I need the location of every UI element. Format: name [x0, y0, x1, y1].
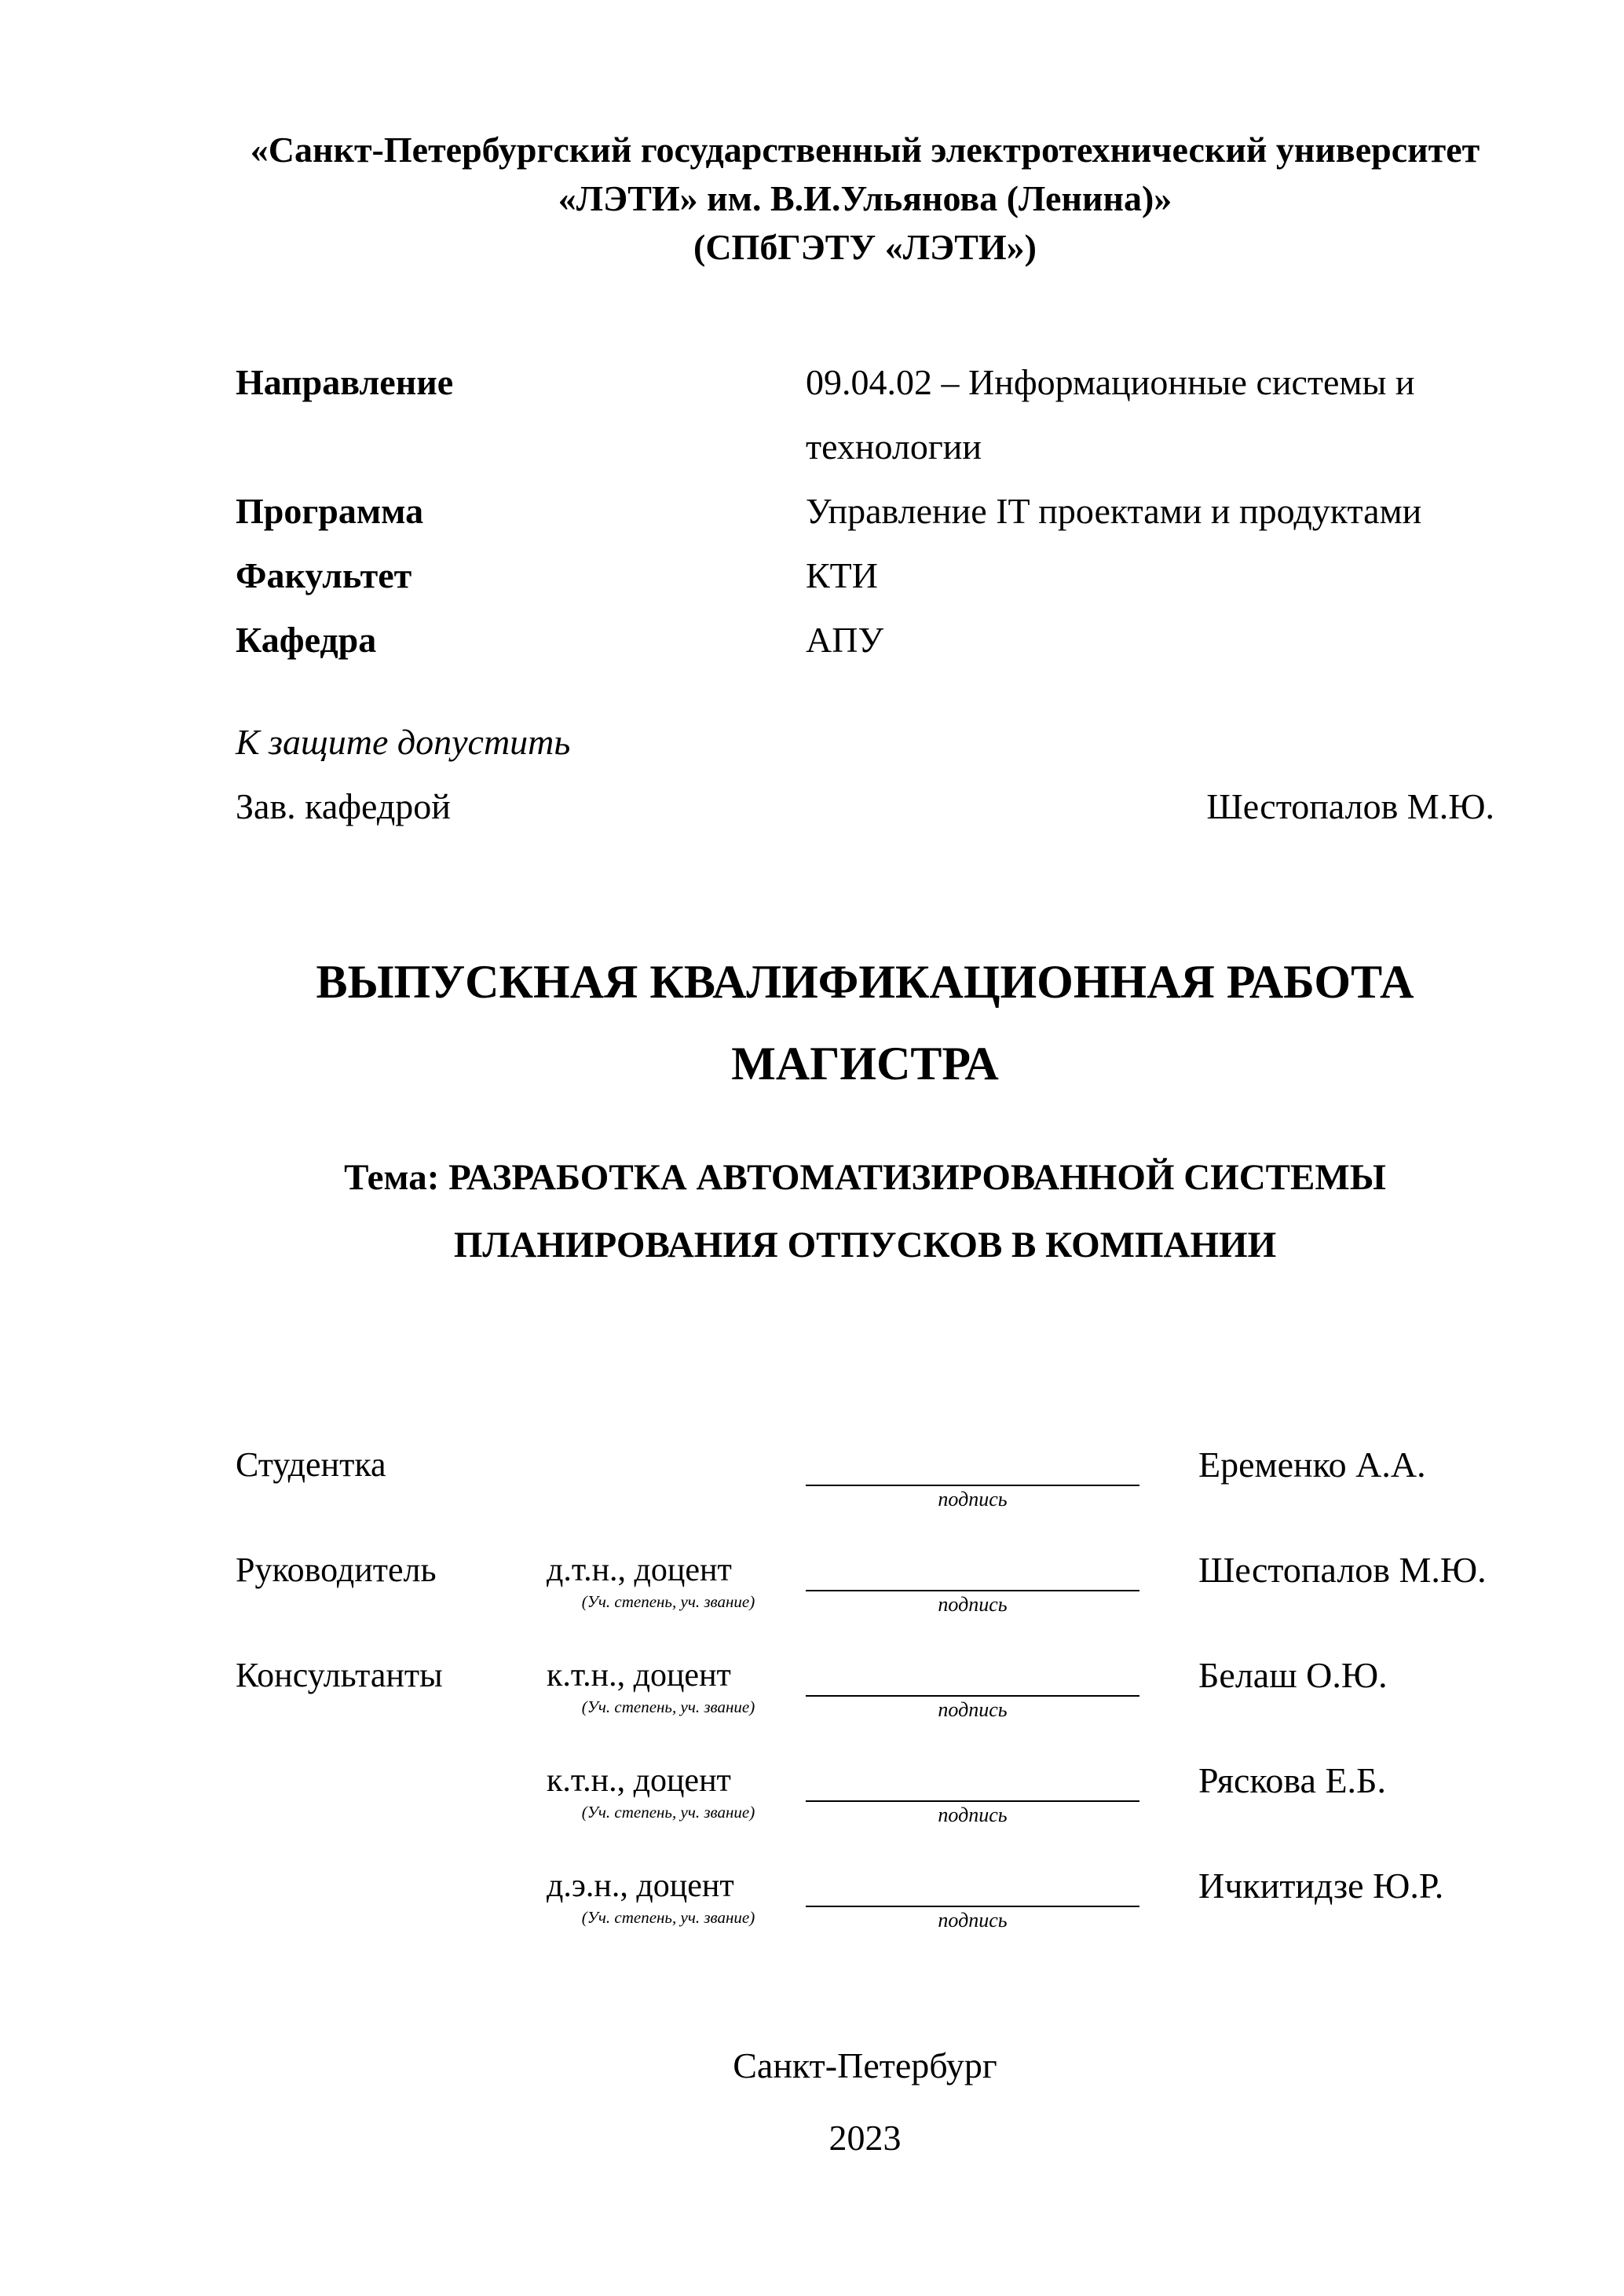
university-header	[236, 126, 1494, 272]
signature-row-consultant-1	[236, 1654, 1494, 1725]
signature-degree: к.т.н., доцент	[547, 1763, 731, 1799]
signature-row-consultant-2	[236, 1760, 1494, 1830]
signature-line	[806, 1549, 1139, 1591]
signature-degree-caption: (Уч. степень, уч. звание)	[581, 1697, 755, 1716]
info-row-faculty	[236, 544, 1494, 608]
signature-degree-cell	[547, 1654, 806, 1717]
signature-name: Ичкитидзе Ю.Р.	[1198, 1866, 1444, 1906]
info-value-faculty: КТИ	[806, 555, 878, 595]
dept-head-label: Зав. кафедрой	[236, 786, 451, 826]
signature-line-cell	[806, 1865, 1139, 1934]
thesis-theme-line-1	[236, 1144, 1494, 1211]
signature-row-consultant-3	[236, 1865, 1494, 1935]
signature-degree-cell	[547, 1549, 806, 1612]
thesis-main-title-line-2: МАГИСТРА	[731, 1038, 999, 1089]
footer-block	[236, 2030, 1494, 2174]
signature-degree-caption: (Уч. степень, уч. звание)	[581, 1908, 755, 1927]
info-value-department: АПУ	[806, 620, 884, 660]
admission-block	[236, 710, 1494, 839]
info-label-direction: Направление	[236, 362, 454, 402]
signature-row-supervisor	[236, 1549, 1494, 1620]
info-label-program: Программа	[236, 491, 424, 531]
info-label-department: Кафедра	[236, 620, 377, 660]
signature-role: Руководитель	[236, 1551, 437, 1589]
info-row-program	[236, 479, 1494, 544]
signature-line-cell	[806, 1654, 1139, 1723]
signature-line	[806, 1444, 1139, 1486]
info-value-program: Управление IT проектами и продуктами	[806, 491, 1422, 531]
signature-line-cell	[806, 1760, 1139, 1829]
university-header-line-1: «Санкт-Петербургский государственный электротехнический университет	[250, 130, 1480, 170]
info-row-department	[236, 608, 1494, 672]
info-value-direction: 09.04.02 – Информационные системы и технологии	[806, 362, 1415, 467]
signature-degree: д.т.н., доцент	[547, 1552, 732, 1588]
info-row-direction	[236, 350, 1494, 479]
signature-caption: подпись	[938, 1909, 1008, 1932]
program-info-block	[236, 350, 1494, 672]
signature-role: Студентка	[236, 1445, 386, 1484]
signature-line	[806, 1654, 1139, 1697]
thesis-theme	[236, 1144, 1494, 1279]
thesis-main-title-line-1: ВЫПУСКНАЯ КВАЛИФИКАЦИОННАЯ РАБОТА	[316, 956, 1414, 1008]
admission-row	[236, 774, 1494, 839]
signature-role: Консультанты	[236, 1656, 443, 1694]
footer-year: 2023	[828, 2118, 902, 2158]
signature-line	[806, 1865, 1139, 1907]
signature-name: Еременко А.А.	[1198, 1445, 1426, 1485]
signature-degree-cell	[547, 1760, 806, 1822]
thesis-theme-text-1: РАЗРАБОТКА АВТОМАТИЗИРОВАННОЙ СИСТЕМЫ	[448, 1157, 1386, 1198]
signature-caption: подпись	[938, 1803, 1008, 1826]
university-header-line-3: (СПбГЭТУ «ЛЭТИ»)	[693, 227, 1037, 267]
signature-degree-cell	[547, 1865, 806, 1928]
signature-caption: подпись	[938, 1593, 1008, 1616]
info-label-faculty: Факультет	[236, 555, 412, 595]
signature-degree: к.т.н., доцент	[547, 1657, 731, 1694]
signature-name: Белаш О.Ю.	[1198, 1655, 1388, 1695]
university-header-line-2: «ЛЭТИ» им. В.И.Ульянова (Ленина)»	[558, 178, 1172, 218]
signature-caption: подпись	[938, 1488, 1008, 1511]
signature-name: Шестопалов М.Ю.	[1198, 1550, 1487, 1590]
thesis-theme-text-2: ПЛАНИРОВАНИЯ ОТПУСКОВ В КОМПАНИИ	[453, 1225, 1277, 1265]
signature-line-cell	[806, 1444, 1139, 1513]
signature-row-student	[236, 1444, 1494, 1514]
signature-degree-caption: (Уч. степень, уч. звание)	[581, 1592, 755, 1611]
thesis-main-title	[236, 941, 1494, 1104]
signature-line-cell	[806, 1549, 1139, 1618]
signature-degree: д.э.н., доцент	[547, 1868, 734, 1904]
admission-note: К защите допустить	[236, 722, 571, 762]
signature-degree-caption: (Уч. степень, уч. звание)	[581, 1803, 755, 1822]
signature-name: Ряскова Е.Б.	[1198, 1760, 1386, 1800]
footer-city: Санкт-Петербург	[733, 2045, 997, 2085]
signature-caption: подпись	[938, 1698, 1008, 1721]
signature-line	[806, 1760, 1139, 1802]
dept-head-name: Шестопалов М.Ю.	[1206, 786, 1494, 826]
thesis-theme-label: Тема:	[344, 1157, 440, 1198]
signatures-block	[236, 1444, 1494, 1935]
